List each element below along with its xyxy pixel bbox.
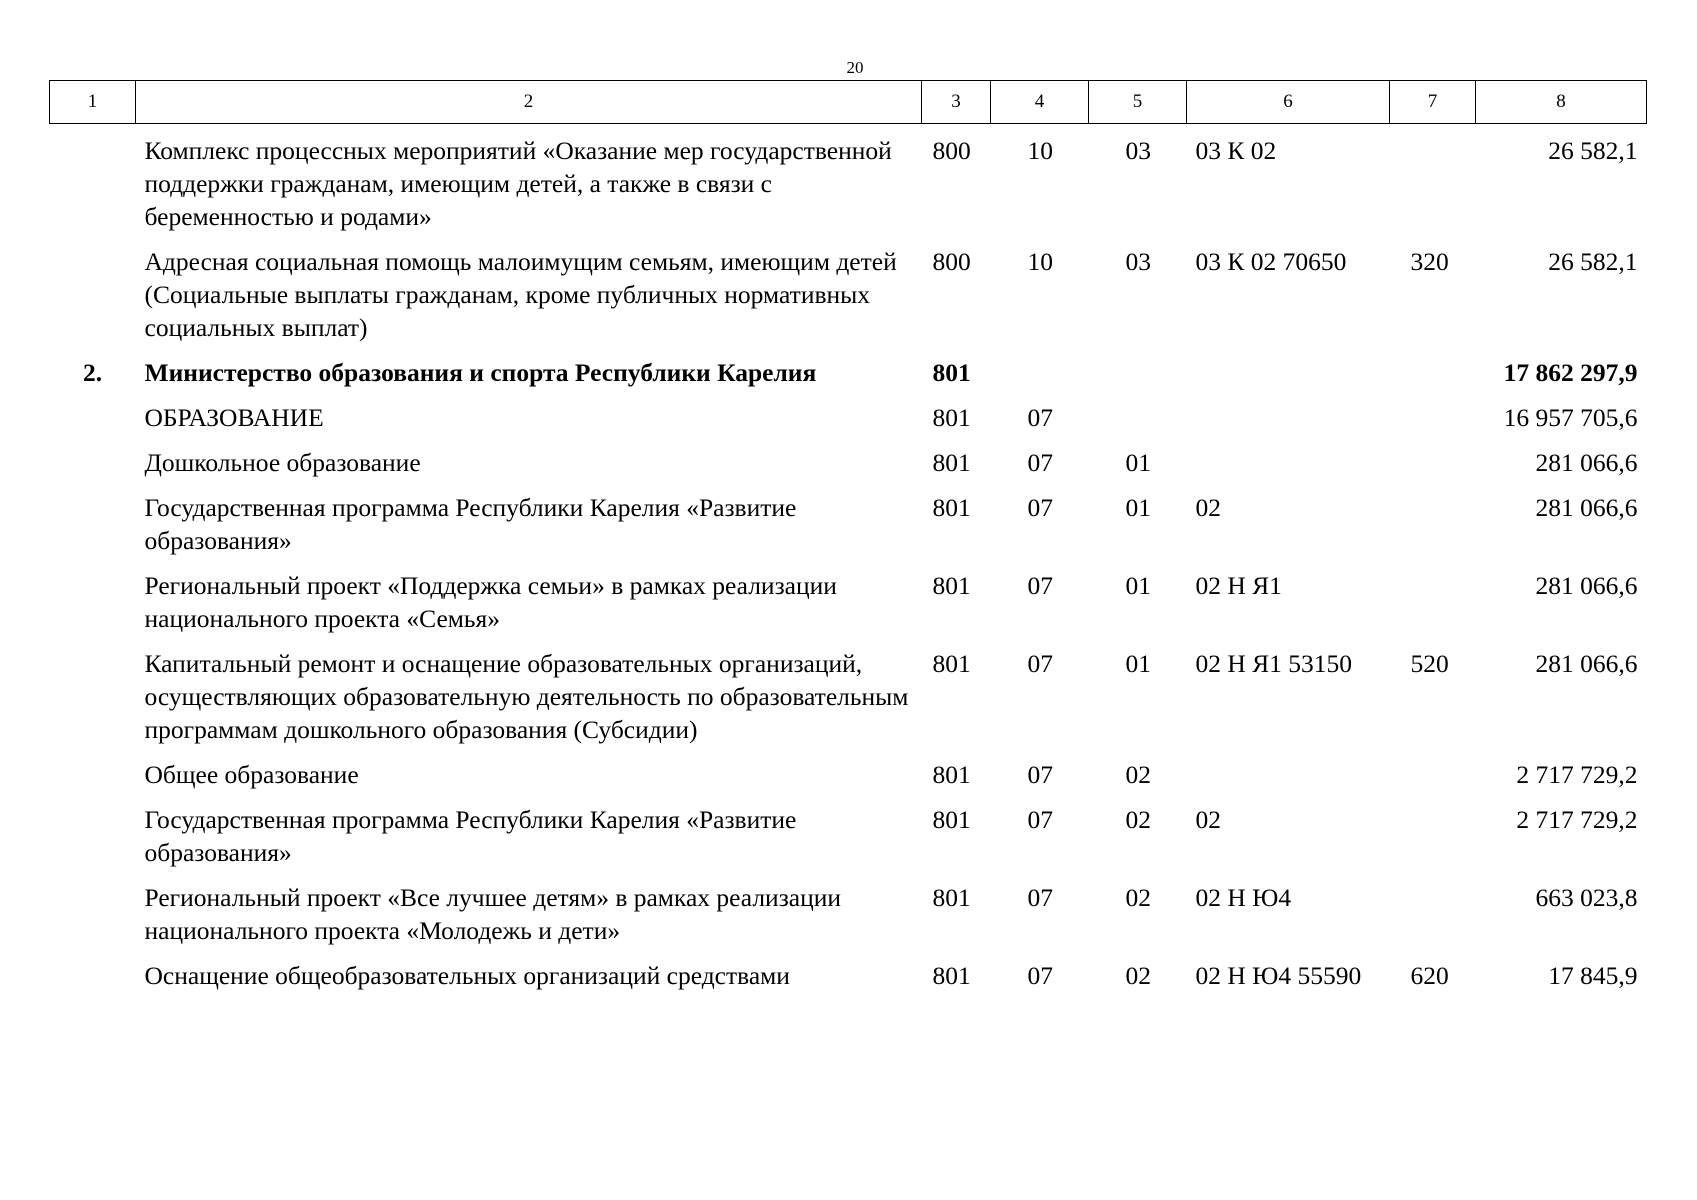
row-subsection-code xyxy=(1089,356,1187,401)
row-name: Адресная социальная помощь малоимущим семьям, имеющим детей (Социальные выплаты гражданам, кроме публичных нормативных социальных выплат) xyxy=(144,247,897,342)
column-header-3: 3 xyxy=(922,81,991,124)
row-target-code: 02 xyxy=(1195,493,1221,522)
table-row xyxy=(50,647,1647,758)
column-header-5: 5 xyxy=(1089,81,1187,124)
row-ministry-code: 801 xyxy=(932,760,971,789)
table-row xyxy=(50,881,1647,959)
row-expense-type xyxy=(1390,803,1476,881)
column-header-6: 6 xyxy=(1187,81,1390,124)
row-amount: 16 957 705,6 xyxy=(1503,403,1638,432)
row-subsection-code: 03 xyxy=(1125,136,1151,165)
row-amount: 281 066,6 xyxy=(1535,448,1638,477)
row-expense-type: 620 xyxy=(1410,961,1449,990)
row-ministry-code: 801 xyxy=(932,358,971,387)
column-header-7: 7 xyxy=(1390,81,1476,124)
row-subsection-code: 01 xyxy=(1125,493,1151,522)
row-amount: 663 023,8 xyxy=(1535,883,1638,912)
row-number: 2. xyxy=(82,358,103,387)
row-target-code: 02 xyxy=(1195,805,1221,834)
row-section-code: 07 xyxy=(1027,649,1053,678)
row-target-code xyxy=(1187,401,1390,446)
row-expense-type xyxy=(1390,446,1476,491)
row-ministry-code: 801 xyxy=(932,883,971,912)
row-ministry-code: 801 xyxy=(932,805,971,834)
table-row xyxy=(50,569,1647,647)
row-target-code xyxy=(1187,758,1390,803)
row-section-code: 07 xyxy=(1027,571,1053,600)
row-number xyxy=(50,647,136,758)
row-section-code: 07 xyxy=(1027,883,1053,912)
row-section-code: 07 xyxy=(1027,805,1053,834)
row-section-code: 07 xyxy=(1027,403,1053,432)
row-target-code: 02 Н Ю4 55590 xyxy=(1195,961,1362,990)
row-amount: 26 582,1 xyxy=(1548,247,1638,276)
row-amount: 281 066,6 xyxy=(1535,571,1638,600)
row-target-code: 02 Н Я1 53150 xyxy=(1195,649,1353,678)
table-row xyxy=(50,401,1647,446)
table-row xyxy=(50,803,1647,881)
row-name: Дошкольное образование xyxy=(144,448,421,477)
row-number xyxy=(50,491,136,569)
row-subsection-code: 02 xyxy=(1125,805,1151,834)
row-name: Региональный проект «Поддержка семьи» в рамках реализации национального проекта «Семья» xyxy=(144,571,837,633)
row-expense-type xyxy=(1390,881,1476,959)
row-subsection-code: 02 xyxy=(1125,961,1151,990)
row-target-code xyxy=(1187,356,1390,401)
row-section-code: 07 xyxy=(1027,760,1053,789)
row-ministry-code: 801 xyxy=(932,403,971,432)
row-amount: 281 066,6 xyxy=(1535,493,1638,522)
row-amount: 281 066,6 xyxy=(1535,649,1638,678)
column-header-8: 8 xyxy=(1476,81,1647,124)
page-number: 20 xyxy=(846,58,864,77)
table-row xyxy=(50,959,1647,1004)
row-expense-type: 320 xyxy=(1410,247,1449,276)
row-name: Комплекс процессных мероприятий «Оказание мер государственной поддержки гражданам, имеющим детей, а также в связи с беременностью и родами» xyxy=(144,136,892,231)
row-number xyxy=(50,245,136,356)
column-header-2: 2 xyxy=(136,81,922,124)
row-expense-type xyxy=(1390,758,1476,803)
table-row xyxy=(50,245,1647,356)
row-ministry-code: 800 xyxy=(932,136,971,165)
row-name: Оснащение общеобразовательных организаций средствами xyxy=(144,961,790,990)
row-name: ОБРАЗОВАНИЕ xyxy=(144,403,324,432)
row-name: Общее образование xyxy=(144,760,359,789)
row-number xyxy=(50,758,136,803)
row-expense-type xyxy=(1390,356,1476,401)
row-target-code xyxy=(1187,446,1390,491)
row-subsection-code xyxy=(1089,401,1187,446)
row-number xyxy=(50,881,136,959)
row-expense-type xyxy=(1390,569,1476,647)
row-expense-type xyxy=(1390,124,1476,246)
row-amount: 17 845,9 xyxy=(1548,961,1638,990)
row-subsection-code: 02 xyxy=(1125,883,1151,912)
column-header-4: 4 xyxy=(991,81,1089,124)
row-ministry-code: 801 xyxy=(932,448,971,477)
row-section-code: 07 xyxy=(1027,961,1053,990)
row-number xyxy=(50,803,136,881)
row-section-code: 07 xyxy=(1027,448,1053,477)
row-amount: 26 582,1 xyxy=(1548,136,1638,165)
row-name: Министерство образования и спорта Республики Карелия xyxy=(144,358,817,387)
row-ministry-code: 801 xyxy=(932,571,971,600)
row-subsection-code: 02 xyxy=(1125,760,1151,789)
row-subsection-code: 01 xyxy=(1125,571,1151,600)
row-name: Государственная программа Республики Карелия «Развитие образования» xyxy=(144,493,797,555)
row-number xyxy=(50,569,136,647)
row-target-code: 02 Н Я1 xyxy=(1195,571,1282,600)
row-number xyxy=(50,446,136,491)
row-name: Региональный проект «Все лучшее детям» в рамках реализации национального проекта «Молодежь и дети» xyxy=(144,883,842,945)
row-amount: 17 862 297,9 xyxy=(1503,358,1638,387)
row-number xyxy=(50,401,136,446)
row-ministry-code: 801 xyxy=(932,961,971,990)
row-expense-type xyxy=(1390,401,1476,446)
row-expense-type xyxy=(1390,491,1476,569)
row-section-code: 10 xyxy=(1027,136,1053,165)
row-ministry-code: 801 xyxy=(932,493,971,522)
row-subsection-code: 01 xyxy=(1125,649,1151,678)
row-amount: 2 717 729,2 xyxy=(1516,805,1638,834)
budget-table xyxy=(49,80,1647,1004)
row-number xyxy=(50,124,136,246)
table-row xyxy=(50,124,1647,246)
row-ministry-code: 801 xyxy=(932,649,971,678)
row-target-code: 03 К 02 70650 xyxy=(1195,247,1347,276)
row-section-code: 10 xyxy=(1027,247,1053,276)
row-expense-type: 520 xyxy=(1410,649,1449,678)
row-subsection-code: 03 xyxy=(1125,247,1151,276)
table-row xyxy=(50,491,1647,569)
row-name: Капитальный ремонт и оснащение образовательных организаций, осуществляющих образовательную деятельность по образовательным программам дошкольного образования (Субсидии) xyxy=(144,649,909,744)
row-section-code: 07 xyxy=(1027,493,1053,522)
row-target-code: 02 Н Ю4 xyxy=(1195,883,1292,912)
table-row xyxy=(50,446,1647,491)
table-header xyxy=(50,81,1647,124)
row-section-code xyxy=(991,356,1089,401)
row-subsection-code: 01 xyxy=(1125,448,1151,477)
row-name: Государственная программа Республики Карелия «Развитие образования» xyxy=(144,805,797,867)
table-body xyxy=(50,124,1647,1005)
column-header-1: 1 xyxy=(50,81,136,124)
row-ministry-code: 800 xyxy=(932,247,971,276)
header-row xyxy=(50,81,1647,124)
row-number xyxy=(50,959,136,1004)
row-amount: 2 717 729,2 xyxy=(1516,760,1638,789)
table-row xyxy=(50,758,1647,803)
table-row xyxy=(50,356,1647,401)
row-target-code: 03 К 02 xyxy=(1195,136,1277,165)
